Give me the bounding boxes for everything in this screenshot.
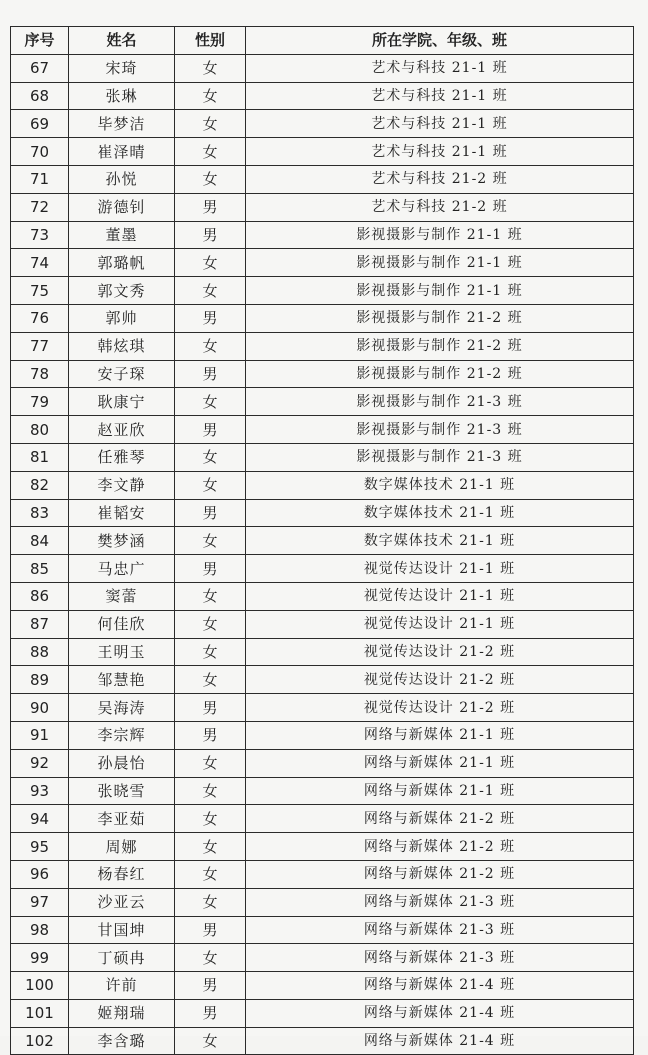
cell-name: 宋琦 — [69, 54, 175, 82]
cell-class: 网络与新媒体 21-1 班 — [246, 721, 634, 749]
cell-index: 67 — [11, 54, 69, 82]
table-row — [11, 249, 634, 277]
table-row — [11, 221, 634, 249]
cell-name: 丁硕冉 — [69, 944, 175, 972]
cell-gender: 女 — [175, 666, 246, 694]
cell-name: 耿康宁 — [69, 388, 175, 416]
cell-gender: 男 — [175, 999, 246, 1027]
cell-index: 102 — [11, 1027, 69, 1055]
table-row — [11, 916, 634, 944]
cell-name: 崔泽晴 — [69, 138, 175, 166]
cell-class: 影视摄影与制作 21-3 班 — [246, 443, 634, 471]
cell-name: 李文静 — [69, 471, 175, 499]
cell-index: 84 — [11, 527, 69, 555]
cell-index: 91 — [11, 721, 69, 749]
cell-class: 影视摄影与制作 21-2 班 — [246, 332, 634, 360]
cell-class: 影视摄影与制作 21-1 班 — [246, 221, 634, 249]
cell-name: 王明玉 — [69, 638, 175, 666]
cell-gender: 男 — [175, 304, 246, 332]
table-row — [11, 304, 634, 332]
cell-gender: 男 — [175, 721, 246, 749]
cell-index: 72 — [11, 193, 69, 221]
cell-gender: 女 — [175, 860, 246, 888]
cell-name: 李宗辉 — [69, 721, 175, 749]
cell-gender: 男 — [175, 694, 246, 722]
table-row — [11, 833, 634, 861]
cell-gender: 女 — [175, 54, 246, 82]
table-row — [11, 694, 634, 722]
cell-gender: 女 — [175, 332, 246, 360]
cell-name: 张琳 — [69, 82, 175, 110]
cell-class: 艺术与科技 21-1 班 — [246, 110, 634, 138]
cell-gender: 女 — [175, 249, 246, 277]
table-row — [11, 388, 634, 416]
table-row — [11, 749, 634, 777]
cell-index: 81 — [11, 443, 69, 471]
cell-class: 视觉传达设计 21-2 班 — [246, 694, 634, 722]
cell-name: 孙悦 — [69, 165, 175, 193]
cell-index: 87 — [11, 610, 69, 638]
cell-index: 79 — [11, 388, 69, 416]
table-row — [11, 82, 634, 110]
cell-class: 网络与新媒体 21-1 班 — [246, 777, 634, 805]
cell-gender: 男 — [175, 416, 246, 444]
cell-class: 视觉传达设计 21-2 班 — [246, 666, 634, 694]
table-body — [11, 54, 634, 1055]
cell-name: 孙晨怡 — [69, 749, 175, 777]
table-row — [11, 527, 634, 555]
table-row — [11, 110, 634, 138]
cell-name: 郭文秀 — [69, 277, 175, 305]
table-header-row — [11, 27, 634, 55]
cell-gender: 女 — [175, 527, 246, 555]
cell-name: 李含璐 — [69, 1027, 175, 1055]
table-row — [11, 721, 634, 749]
table-row — [11, 471, 634, 499]
cell-name: 马忠广 — [69, 555, 175, 583]
cell-name: 韩炫琪 — [69, 332, 175, 360]
cell-class: 网络与新媒体 21-4 班 — [246, 1027, 634, 1055]
cell-index: 83 — [11, 499, 69, 527]
cell-index: 80 — [11, 416, 69, 444]
header-name: 姓名 — [69, 27, 175, 55]
cell-name: 姬翔瑞 — [69, 999, 175, 1027]
cell-class: 数字媒体技术 21-1 班 — [246, 527, 634, 555]
cell-gender: 男 — [175, 972, 246, 1000]
cell-index: 74 — [11, 249, 69, 277]
cell-index: 86 — [11, 582, 69, 610]
cell-gender: 女 — [175, 777, 246, 805]
cell-gender: 男 — [175, 360, 246, 388]
cell-gender: 女 — [175, 110, 246, 138]
cell-name: 张晓雪 — [69, 777, 175, 805]
cell-name: 吴海涛 — [69, 694, 175, 722]
cell-index: 69 — [11, 110, 69, 138]
cell-name: 赵亚欣 — [69, 416, 175, 444]
cell-gender: 男 — [175, 555, 246, 583]
cell-class: 视觉传达设计 21-1 班 — [246, 555, 634, 583]
cell-gender: 女 — [175, 388, 246, 416]
table-row — [11, 972, 634, 1000]
table-row — [11, 193, 634, 221]
table-row — [11, 860, 634, 888]
cell-name: 崔韬安 — [69, 499, 175, 527]
cell-name: 郭帅 — [69, 304, 175, 332]
cell-class: 数字媒体技术 21-1 班 — [246, 499, 634, 527]
cell-index: 101 — [11, 999, 69, 1027]
cell-index: 68 — [11, 82, 69, 110]
header-gender: 性别 — [175, 27, 246, 55]
table-row — [11, 277, 634, 305]
table-row — [11, 360, 634, 388]
cell-index: 75 — [11, 277, 69, 305]
header-index: 序号 — [11, 27, 69, 55]
cell-class: 视觉传达设计 21-1 班 — [246, 610, 634, 638]
cell-name: 窦蕾 — [69, 582, 175, 610]
cell-class: 影视摄影与制作 21-3 班 — [246, 388, 634, 416]
cell-index: 99 — [11, 944, 69, 972]
cell-gender: 女 — [175, 1027, 246, 1055]
cell-name: 郭璐帆 — [69, 249, 175, 277]
cell-name: 董墨 — [69, 221, 175, 249]
table-row — [11, 888, 634, 916]
cell-name: 毕梦洁 — [69, 110, 175, 138]
cell-gender: 女 — [175, 471, 246, 499]
student-list-table — [10, 26, 634, 1055]
cell-gender: 女 — [175, 82, 246, 110]
cell-index: 82 — [11, 471, 69, 499]
cell-name: 樊梦涵 — [69, 527, 175, 555]
cell-name: 许前 — [69, 972, 175, 1000]
table-row — [11, 555, 634, 583]
cell-name: 杨春红 — [69, 860, 175, 888]
cell-class: 网络与新媒体 21-4 班 — [246, 972, 634, 1000]
cell-class: 网络与新媒体 21-2 班 — [246, 860, 634, 888]
table-row — [11, 777, 634, 805]
cell-name: 安子琛 — [69, 360, 175, 388]
cell-index: 89 — [11, 666, 69, 694]
cell-index: 97 — [11, 888, 69, 916]
cell-gender: 女 — [175, 443, 246, 471]
cell-gender: 女 — [175, 749, 246, 777]
cell-name: 周娜 — [69, 833, 175, 861]
cell-index: 71 — [11, 165, 69, 193]
cell-gender: 男 — [175, 916, 246, 944]
cell-gender: 女 — [175, 138, 246, 166]
table-row — [11, 805, 634, 833]
cell-index: 96 — [11, 860, 69, 888]
cell-index: 70 — [11, 138, 69, 166]
cell-class: 网络与新媒体 21-4 班 — [246, 999, 634, 1027]
table-row — [11, 666, 634, 694]
cell-class: 视觉传达设计 21-2 班 — [246, 638, 634, 666]
cell-class: 数字媒体技术 21-1 班 — [246, 471, 634, 499]
table-row — [11, 999, 634, 1027]
cell-gender: 女 — [175, 610, 246, 638]
table-row — [11, 944, 634, 972]
cell-class: 视觉传达设计 21-1 班 — [246, 582, 634, 610]
cell-class: 影视摄影与制作 21-2 班 — [246, 360, 634, 388]
cell-class: 网络与新媒体 21-2 班 — [246, 805, 634, 833]
cell-gender: 女 — [175, 944, 246, 972]
table-row — [11, 443, 634, 471]
cell-gender: 女 — [175, 165, 246, 193]
cell-class: 艺术与科技 21-2 班 — [246, 193, 634, 221]
table-row — [11, 638, 634, 666]
table-row — [11, 610, 634, 638]
cell-gender: 女 — [175, 805, 246, 833]
table-row — [11, 54, 634, 82]
cell-class: 艺术与科技 21-2 班 — [246, 165, 634, 193]
cell-index: 90 — [11, 694, 69, 722]
header-class: 所在学院、年级、班 — [246, 27, 634, 55]
cell-gender: 女 — [175, 833, 246, 861]
cell-class: 网络与新媒体 21-1 班 — [246, 749, 634, 777]
cell-class: 艺术与科技 21-1 班 — [246, 138, 634, 166]
cell-class: 网络与新媒体 21-3 班 — [246, 916, 634, 944]
cell-class: 影视摄影与制作 21-2 班 — [246, 304, 634, 332]
cell-gender: 女 — [175, 888, 246, 916]
table-row — [11, 499, 634, 527]
cell-index: 95 — [11, 833, 69, 861]
table-row — [11, 138, 634, 166]
cell-index: 94 — [11, 805, 69, 833]
cell-gender: 女 — [175, 638, 246, 666]
cell-gender: 女 — [175, 582, 246, 610]
cell-name: 游德钊 — [69, 193, 175, 221]
table-row — [11, 582, 634, 610]
cell-class: 艺术与科技 21-1 班 — [246, 82, 634, 110]
cell-class: 影视摄影与制作 21-3 班 — [246, 416, 634, 444]
table-row — [11, 416, 634, 444]
cell-index: 78 — [11, 360, 69, 388]
cell-index: 73 — [11, 221, 69, 249]
cell-name: 任雅琴 — [69, 443, 175, 471]
cell-index: 88 — [11, 638, 69, 666]
table-row — [11, 332, 634, 360]
cell-index: 100 — [11, 972, 69, 1000]
cell-class: 影视摄影与制作 21-1 班 — [246, 249, 634, 277]
table-row — [11, 165, 634, 193]
cell-class: 影视摄影与制作 21-1 班 — [246, 277, 634, 305]
cell-index: 76 — [11, 304, 69, 332]
cell-gender: 男 — [175, 499, 246, 527]
cell-index: 85 — [11, 555, 69, 583]
cell-index: 93 — [11, 777, 69, 805]
cell-gender: 男 — [175, 193, 246, 221]
cell-class: 网络与新媒体 21-2 班 — [246, 833, 634, 861]
cell-index: 92 — [11, 749, 69, 777]
cell-name: 邹慧艳 — [69, 666, 175, 694]
cell-name: 甘国坤 — [69, 916, 175, 944]
cell-gender: 男 — [175, 221, 246, 249]
cell-class: 艺术与科技 21-1 班 — [246, 54, 634, 82]
cell-name: 沙亚云 — [69, 888, 175, 916]
cell-name: 李亚茹 — [69, 805, 175, 833]
table-row — [11, 1027, 634, 1055]
cell-gender: 女 — [175, 277, 246, 305]
cell-class: 网络与新媒体 21-3 班 — [246, 888, 634, 916]
cell-class: 网络与新媒体 21-3 班 — [246, 944, 634, 972]
cell-index: 98 — [11, 916, 69, 944]
cell-index: 77 — [11, 332, 69, 360]
cell-name: 何佳欣 — [69, 610, 175, 638]
